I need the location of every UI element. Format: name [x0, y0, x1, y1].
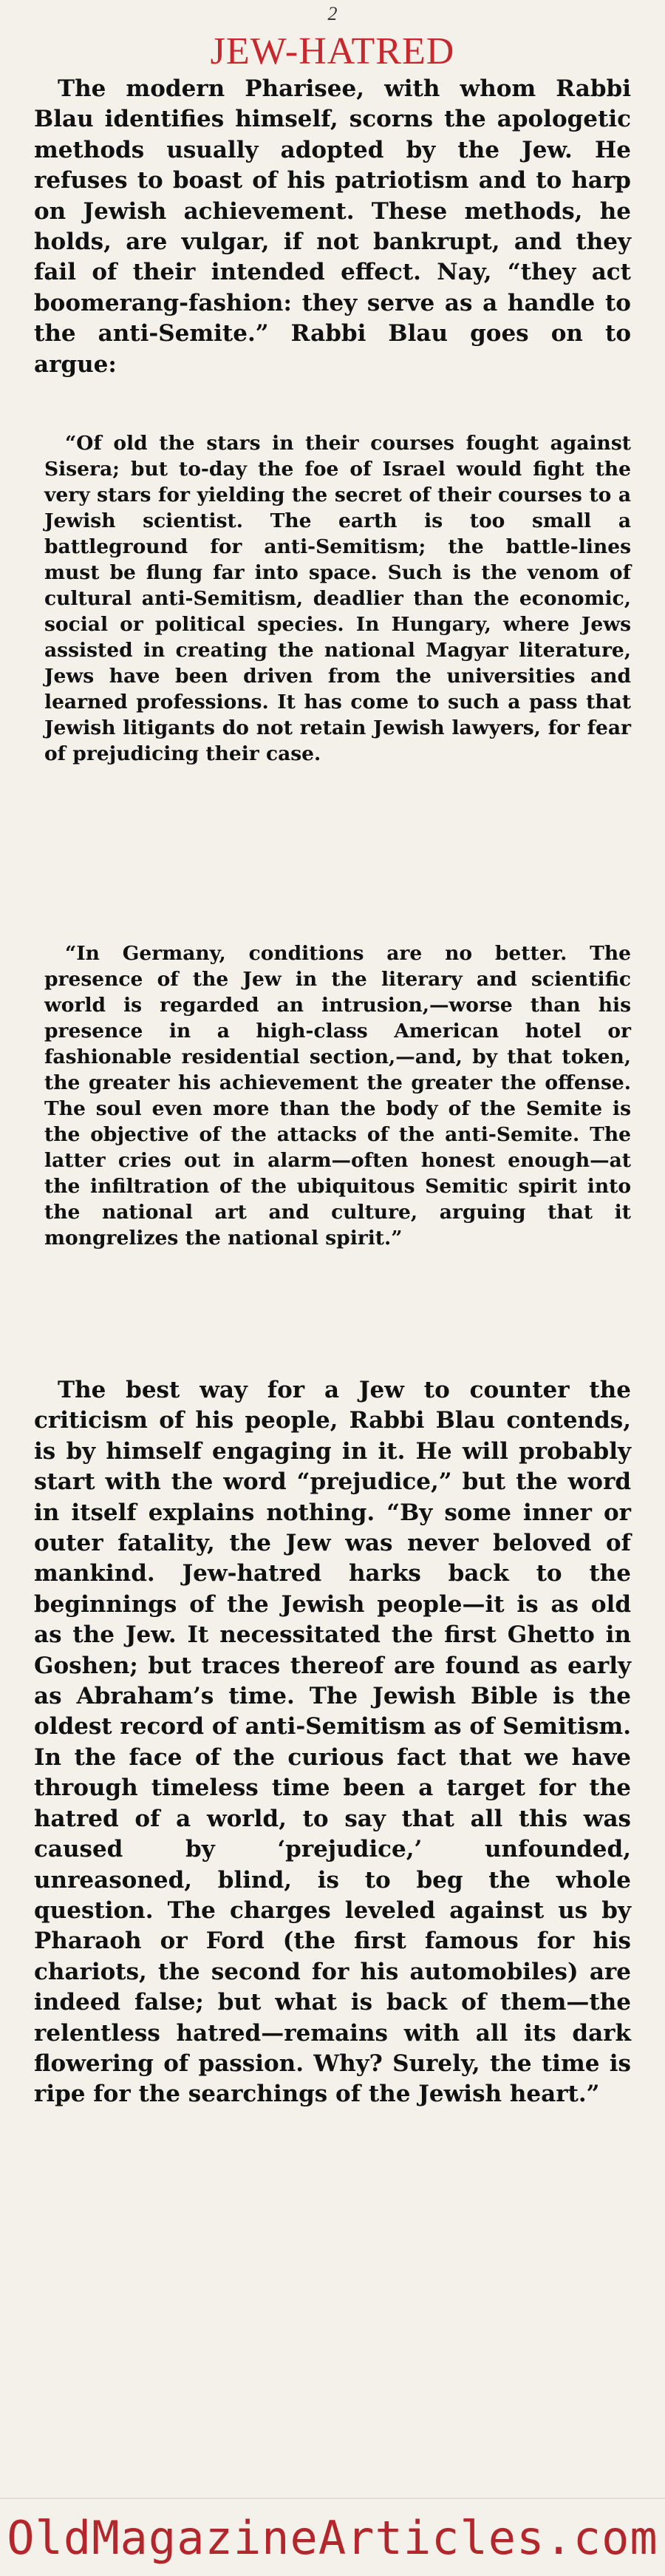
block-quote-2 [34, 940, 631, 1251]
paragraph-intro: The modern Pharisee, with whom Rabbi Blau identifies himself, scorns the apologetic methods usually adopted by the Jew. He refuses to boast of his patriotism and to harp on Jewish achievement. These methods, he holds, are vulgar, if not bankrupt, and they fail of their intended effect. Nay, “they act boomerang-fashion: they serve as a handle to the anti-Semite.” Rabbi Blau goes on to argue: [34, 75, 631, 378]
article-column-bottom [34, 1375, 631, 2110]
footer-watermark [0, 2498, 665, 2576]
article-column-top [34, 74, 631, 380]
quote-paragraph-2: “In Germany, conditions are no better. The presence of the Jew in the literary and scientific world is regarded an intrusion,—worse than his presence in a high-class American hotel or fashionable residential section,—and, by that token, the greater his achievement the greater the offense. The soul even more than the body of the Semite is the objective of the attacks of the anti-Semite. The latter cries out in alarm—often honest enough—at the infiltration of the ubiquitous Semitic spirit into the national art and culture, arguing that it mongrelizes the national spirit.” [44, 942, 631, 1250]
article-title: JEW-HATRED [210, 30, 455, 72]
paragraph-conclusion: The best way for a Jew to counter the criticism of his people, Rabbi Blau contends, is by himself engaging in it. He will probably start with the word “prejudice,” but the word in itself explains nothing. “By some inner or outer fatality, the Jew was never beloved of mankind. Jew-hatred harks back to the beginnings of the Jewish people—it is as old as the Jew. It necessitated the first Ghetto in Goshen; but traces thereof are found as early as Abraham’s time. The Jewish Bible is the oldest record of anti-Semitism as of Semitism. In the face of the curious fact that we have through timeless time been a target for the hatred of a world, to say that all this was caused by ‘prejudice,’ unfounded, unreasoned, blind, is to beg the whole question. The charges leveled against us by Pharaoh or Ford (the first famous for his chariots, the second for his automobiles) are indeed false; but what is back of them—the relentless hatred—remains with all its dark flowering of passion. Why? Surely, the time is ripe for the searchings of the Jewish heart.” [34, 1377, 632, 2108]
quote-paragraph-1: “Of old the stars in their courses fought against Sisera; but to-day the foe of Israel would fight the very stars for yielding the secret of their courses to a Jewish scientist. The earth is too small a battleground for anti-Semitism; the battle-lines must be flung far into space. Such is the venom of cultural anti-Semitism, deadlier than the economic, social or political species. In Hungary, where Jews assisted in creating the national Magyar literature, Jews have been driven from the universities and learned professions. It has come to such a pass that Jewish litigants do not retain Jewish lawyers, for fear of prejudicing their case. [44, 432, 631, 765]
page-number: 2 [327, 3, 338, 24]
block-quote-1 [34, 430, 631, 767]
site-watermark: OldMagazineArticles.com [7, 2510, 658, 2565]
